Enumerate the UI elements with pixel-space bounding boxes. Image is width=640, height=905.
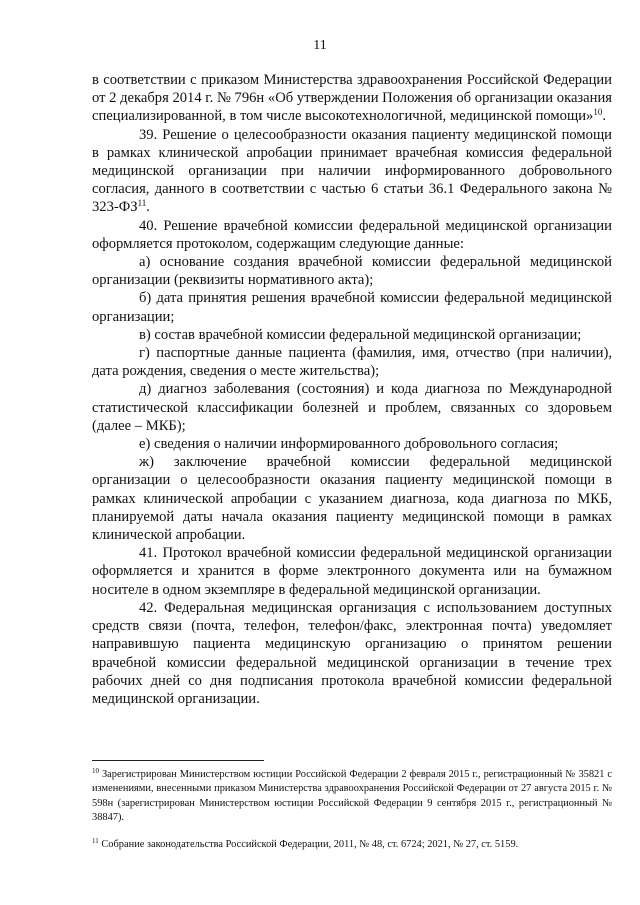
paragraph-text: в соответствии с приказом Министерства здравоохранения Российской Федерации от 2 декабря 2014 г. № 796н «Об утверждении Положения об организации оказания специализированной, в том числе высокотехнологичной, медицинской помощи» [92,72,612,125]
footnote-ref-11: 11 [137,198,147,209]
document-body [92,71,612,708]
list-item-v: в) состав врачебной комиссии федеральной медицинской организации; [139,326,582,343]
paragraph-40: 40. Решение врачебной комиссии федеральной медицинской организации оформляется протоколом, содержащим следующие данные: [92,217,612,252]
paragraph-continuation [92,71,612,126]
list-item-d: д) диагноз заболевания (состояния) и кода диагноза по Международной статистической классификации болезней и проблем, связанных со здоровьем (далее – МКБ); [92,381,612,434]
footnote-11 [92,838,612,852]
footnote-mark: 11 [92,837,99,845]
paragraph-39 [92,126,612,217]
footnote-mark: 10 [92,767,99,775]
footnote-divider [92,760,264,761]
paragraph-42: 42. Федеральная медицинская организация с использованием доступных средств связи (почта, телефон, телефон/факс, электронная почта) уведомляет направившую пациента медицинскую организацию о принятом решении врачебной комиссии федеральной медицинской организации в течение трех рабочих дней со дня подписания протокола врачебной комиссии федеральной медицинской организации. [92,599,612,707]
list-item-g: г) паспортные данные пациента (фамилия, имя, отчество (при наличии), дата рождения, сведения о месте жительства); [92,345,612,380]
footnote-text: Собрание законодательства Российской Федерации, 2011, № 48, ст. 6724; 2021, № 27, ст. 5159. [98,839,519,850]
list-item-e: е) сведения о наличии информированного добровольного согласия; [139,436,559,453]
list-item-a: а) основание создания врачебной комиссии федеральной медицинской организации (реквизиты нормативного акта); [92,254,612,289]
paragraph-end: . [602,108,606,125]
page-number: 11 [313,38,327,53]
footnote-text: Зарегистрирован Министерством юстиции Российской Федерации 2 февраля 2015 г., регистрационный № 35821 с изменениями, внесенными приказом Министерства здравоохранения Российской Федерации от 27 августа 2015 г. № 598н (зарегистрирован Министерством юстиции Российской Федерации 9 сентября 2015 г., регистрационный № 38847). [92,769,612,824]
paragraph-41: 41. Протокол врачебной комиссии федеральной медицинской организации оформляется и хранится в форме электронного документа или на бумажном носителе в одном экземпляре в федеральной медицинской организации. [92,545,612,598]
footnote-10 [92,768,612,826]
paragraph-text: 39. Решение о целесообразности оказания пациенту медицинской помощи в рамках клинической апробации принимает врачебная комиссия федеральной медицинской организации при наличии информированного добровольного согласия, данного в соответствии с частью 6 статьи 36.1 Федерального закона № 323-ФЗ [92,126,612,216]
paragraph-end: . [146,199,150,216]
list-item-zh: ж) заключение врачебной комиссии федеральной медицинской организации о целесообразности оказания пациенту медицинской помощи в рамках клинической апробации с указанием диагноза, кода диагноза по МКБ, планируемой даты начала оказания пациенту медицинской помощи в рамках клинической апробации. [92,454,612,544]
list-item-b: б) дата принятия решения врачебной комиссии федеральной медицинской организации; [92,290,612,325]
footnote-ref-10: 10 [593,107,603,118]
